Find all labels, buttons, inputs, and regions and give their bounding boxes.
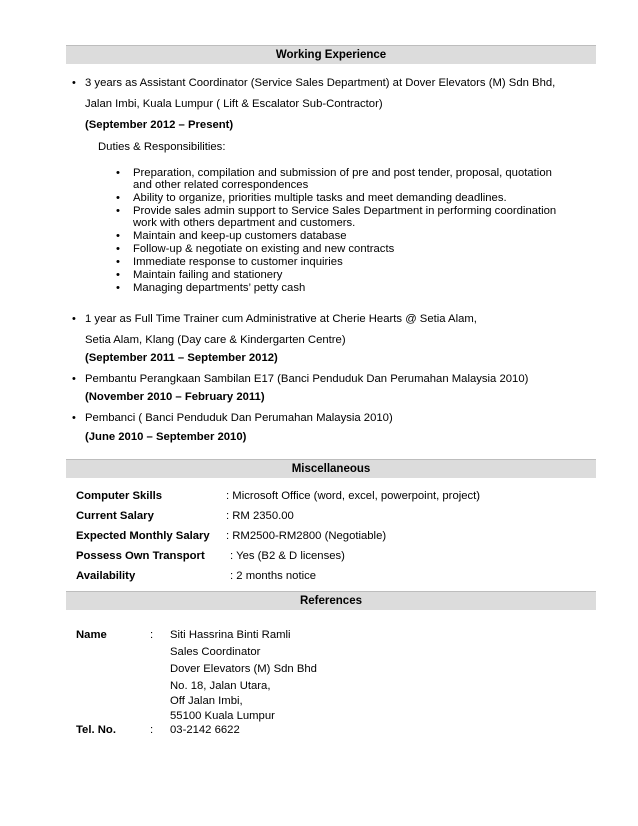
bullet: • [72, 313, 76, 325]
ref-company-line: Dover Elevators (M) Sdn Bhd [170, 663, 317, 675]
bullet: • [116, 282, 120, 294]
job4-period: (June 2010 – September 2010) [85, 431, 247, 443]
bullet: • [116, 192, 120, 204]
bullet: • [116, 205, 120, 217]
bullet: • [116, 269, 120, 281]
ref-tel-label: Tel. No. [76, 724, 116, 736]
working-experience-heading: Working Experience [66, 45, 596, 64]
misc-value-transport: : Yes (B2 & D licenses) [230, 550, 345, 562]
bullet: • [72, 412, 76, 424]
job4-line1: Pembanci ( Banci Penduduk Dan Perumahan Malaysia 2010) [85, 412, 393, 424]
duty-item: Immediate response to customer inquiries [133, 256, 343, 268]
misc-label-transport: Possess Own Transport [76, 550, 205, 562]
misc-label-expected-salary: Expected Monthly Salary [76, 530, 210, 542]
ref-name-line: Siti Hassrina Binti Ramli [170, 629, 291, 641]
duty-item: Provide sales admin support to Service Sales Department in performing coordination work with others department and customers. [133, 205, 557, 229]
job1-line2: Jalan Imbi, Kuala Lumpur ( Lift & Escalator Sub-Contractor) [85, 98, 383, 110]
bullet: • [116, 230, 120, 242]
ref-tel-colon: : [150, 724, 154, 736]
duty-item: Preparation, compilation and submission of pre and post tender, proposal, quotation and other related correspondences [133, 167, 552, 191]
bullet: • [72, 373, 76, 385]
ref-address-line: No. 18, Jalan Utara, [170, 680, 271, 692]
job2-period: (September 2011 – September 2012) [85, 352, 278, 364]
duty-item: Managing departments’ petty cash [133, 282, 306, 294]
job1-duties-label: Duties & Responsibilities: [98, 141, 226, 153]
ref-title-line: Sales Coordinator [170, 646, 261, 658]
misc-value-computer-skills: : Microsoft Office (word, excel, powerpoint, project) [226, 490, 481, 502]
duty-item: Maintain failing and stationery [133, 269, 283, 281]
miscellaneous-heading: Miscellaneous [66, 459, 596, 478]
job3-period: (November 2010 – February 2011) [85, 391, 265, 403]
misc-label-availability: Availability [76, 570, 136, 582]
job2-line2: Setia Alam, Klang (Day care & Kindergarten Centre) [85, 334, 346, 346]
bullet: • [72, 77, 76, 89]
misc-value-current-salary: : RM 2350.00 [226, 510, 294, 522]
ref-address-line: Off Jalan Imbi, [170, 695, 243, 707]
job1-line1: 3 years as Assistant Coordinator (Service Sales Department) at Dover Elevators (M) Sdn Bhd, [85, 77, 556, 89]
ref-address-line: 55100 Kuala Lumpur [170, 710, 275, 722]
duty-item: Follow-up & negotiate on existing and new contracts [133, 243, 395, 255]
misc-value-availability: : 2 months notice [230, 570, 317, 582]
misc-label-current-salary: Current Salary [76, 510, 154, 522]
bullet: • [116, 243, 120, 255]
bullet: • [116, 256, 120, 268]
duty-item: Ability to organize, priorities multiple tasks and meet demanding deadlines. [133, 192, 507, 204]
ref-tel-value: 03-2142 6622 [170, 724, 240, 736]
misc-label-computer-skills: Computer Skills [76, 490, 163, 502]
job3-line1: Pembantu Perangkaan Sambilan E17 (Banci Penduduk Dan Perumahan Malaysia 2010) [85, 373, 529, 385]
bullet: • [116, 167, 120, 179]
ref-name-label: Name [76, 629, 107, 641]
ref-name-colon: : [150, 629, 154, 641]
duty-item: Maintain and keep-up customers database [133, 230, 347, 242]
misc-value-expected-salary: : RM2500-RM2800 (Negotiable) [226, 530, 387, 542]
job2-line1: 1 year as Full Time Trainer cum Administrative at Cherie Hearts @ Setia Alam, [85, 313, 477, 325]
references-heading: References [66, 591, 596, 610]
job1-period: (September 2012 – Present) [85, 119, 234, 131]
